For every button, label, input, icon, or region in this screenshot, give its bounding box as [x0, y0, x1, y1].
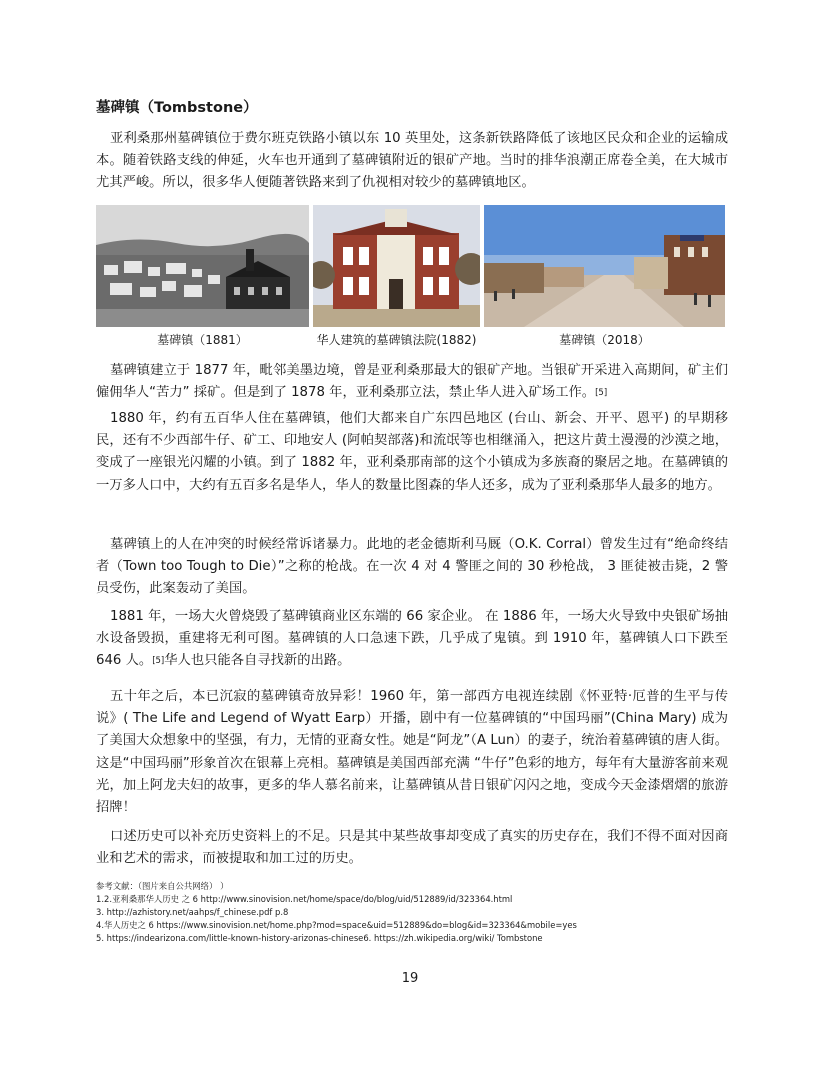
section-title: 墓碑镇（Tombstone）: [96, 100, 258, 116]
paragraph-text: 1881 年，一场大火曾烧毁了墓碑镇商业区东端的 66 家企业。 在 1886 年，一场大火导致中央银矿场抽水设备毁损，重建将无利可图。墓碑镇的人口急速下跌，几乎成了鬼镇。到 1910 年，墓碑镇人口下跌至 646 人。: [96, 609, 728, 669]
paragraph-2: [96, 360, 728, 404]
reference-item: 3. http://azhistory.net/aahps/f_chinese.pdf p.8: [96, 907, 289, 917]
paragraph-4: 墓碑镇上的人在冲突的时候经常诉诸暴力。此地的老金德斯利马厩（O.K. Corral）曾发生过有“绝命终结者（Town too Tough to Die）”之称的枪战。在一次 4 对 4 警匪之间的 30 秒枪战， 3 匪徒被击毙，2 警员受伤，此案轰动了美国。: [96, 537, 728, 597]
paragraph-text: 墓碑镇建立于 1877 年，毗邻美墨边境，曾是亚利桑那最大的银矿产地。当银矿开采进入高期间，矿主们僱佣华人“苦力” 採矿。但是到了 1878 年，亚利桑那立法，禁止华人进入矿场工作。: [96, 363, 728, 401]
paragraph-7: 口述历史可以补充历史资料上的不足。只是其中某些故事却变成了真实的历史存在，我们不得不面对因商业和艺术的需求，而被提取和加工过的历史。: [96, 829, 728, 867]
main-street-photo: [484, 205, 725, 327]
courthouse-photo: [313, 205, 480, 327]
paragraph-text: 华人也只能各自寻找新的出路。: [164, 653, 351, 669]
photo-caption: 墓碑镇（1881）: [157, 333, 248, 347]
paragraph-1: 亚利桑那州墓碑镇位于费尔班克铁路小镇以东 10 英里处，这条新铁路降低了该地区民众和企业的运输成本。随着铁路支线的伸延，火车也开通到了墓碑镇附近的银矿产地。当时的排华浪潮正席卷全美，在大城市尤其严峻。所以，很多华人便随著铁路来到了仇视相对较少的墓碑镇地区。: [96, 131, 728, 191]
reference-item: 4.华人历史之 6 https://www.sinovision.net/home.php?mod=space&uid=512889&do=blog&id=323364&mobile=yes: [96, 920, 577, 930]
historic-town-photo: [96, 205, 309, 327]
page-number: 19: [401, 971, 419, 986]
photo-caption: 华人建筑的墓碑镇法院(1882): [316, 333, 477, 347]
references-heading: 参考文献：（图片来自公共网络） ）: [96, 881, 229, 891]
reference-item: 5. https://indearizona.com/little-known-history-arizonas-chinese6. https://zh.wikipedia.org/wiki/ Tombstone: [96, 933, 543, 943]
references: [96, 880, 736, 945]
reference-item: 1.2.亚利桑那华人历史 之 6 http://www.sinovision.net/home/space/do/blog/uid/512889/id/323364.html: [96, 894, 513, 904]
citation-marker: [5]: [152, 656, 165, 667]
paragraph-5: [96, 606, 728, 673]
paragraph-6: 五十年之后，本已沉寂的墓碑镇奇放异彩！1960 年，第一部西方电视连续剧《怀亚特·厄普的生平与传说》( The Life and Legend of Wyatt Earp）开播，剧中有一位墓碑镇的“中国玛丽”(China Mary) 成为了美国大众想象中的坚强，有力，无情的亚裔女性。她是“阿龙”（A Lun）的妻子，统治着墓碑镇的唐人街。这是“中国玛丽”形象首次在银幕上亮相。墓碑镇是美国西部充满 “牛仔”色彩的地方，每年有大量游客前来观光，加上阿龙夫妇的故事，更多的华人慕名前来，让墓碑镇从昔日银矿闪闪之地，变成今天金漆熠熠的旅游招牌！: [96, 689, 728, 816]
photo-caption: 墓碑镇（2018）: [559, 333, 650, 347]
paragraph-3: 1880 年，约有五百华人住在墓碑镇，他们大都来自广东四邑地区 (台山、新会、开平、恩平) 的早期移民，还有不少西部牛仔、矿工、印地安人 (阿帕契部落)和流氓等也相继涌入，把这片黄土漫漫的沙漠之地，变成了一座银光闪耀的小镇。到了 1882 年，亚利桑那南部的这个小镇成为多族裔的聚居之地。在墓碑镇的一万多人口中，大约有五百多名是华人，华人的数量比图森的华人还多，成为了亚利桑那华人最多的地方。: [96, 411, 728, 493]
citation-marker: [5]: [595, 388, 608, 399]
